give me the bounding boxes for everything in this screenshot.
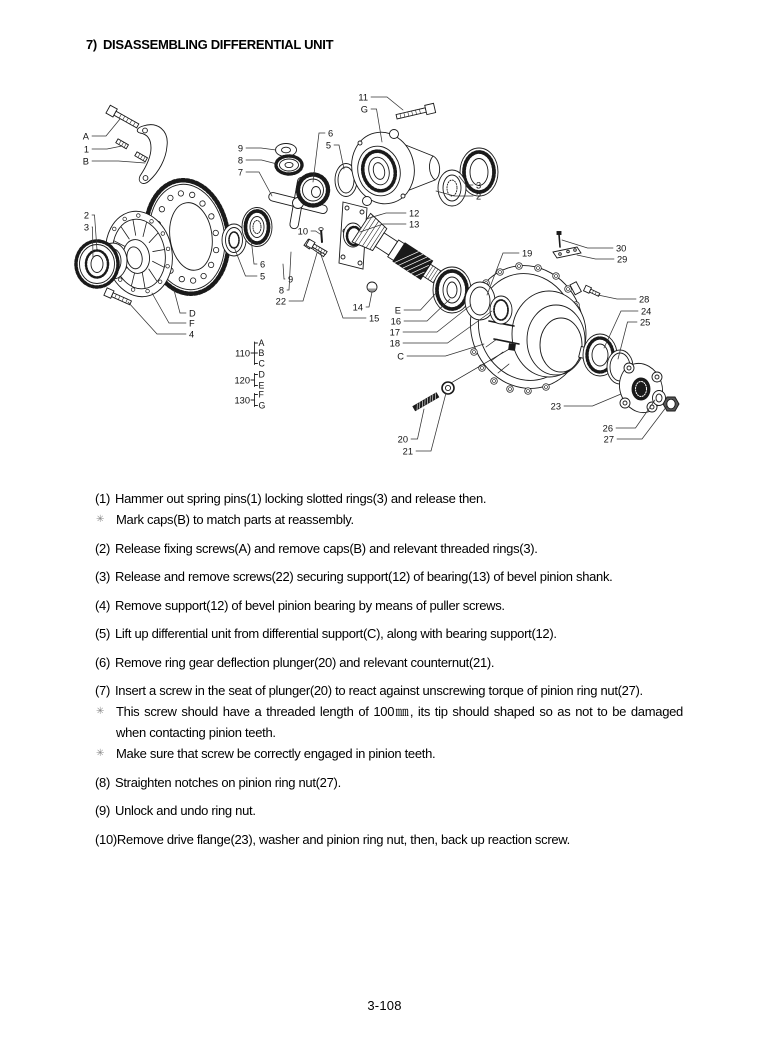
step-text: Remove drive flange(23), washer and pinion ring nut, then, back up reaction screw.: [116, 831, 570, 847]
callout-label-A: A: [82, 131, 89, 142]
step-text: Insert a screw in the seat of plunger(20) to react against unscrewing torque of pinion ring nut(27).: [115, 683, 643, 698]
instruction-item: [95, 680, 683, 764]
callout-leader-22: [289, 253, 317, 301]
callout-label-11: 11: [358, 92, 368, 103]
instruction-list: [95, 488, 683, 857]
note-asterisk-icon: ✳: [96, 748, 105, 759]
step-marker: (10): [95, 831, 117, 847]
callout-leader-30: [562, 240, 613, 248]
note-text: This screw should have a threaded length of 100㎜, its tip should shaped so as not to be damaged when contacting pinion teeth.: [116, 704, 683, 740]
callout-label-4: 4: [189, 329, 195, 340]
note-asterisk-icon: ✳: [96, 514, 105, 525]
callout-label-9: 9: [288, 274, 294, 285]
page-title: [86, 37, 333, 52]
callout-label-B: B: [82, 156, 89, 167]
section-number: 7): [86, 37, 97, 52]
instruction-item: [95, 772, 683, 793]
callout-label-3: 3: [83, 222, 89, 233]
callout-leader-29: [577, 255, 614, 259]
callout-label-27: 27: [603, 434, 614, 445]
legend-letter-B: B: [258, 348, 265, 359]
ring-nut-27: [663, 397, 679, 411]
step-marker: (9): [95, 803, 110, 818]
instruction-item: [95, 566, 683, 587]
instruction-item: [95, 652, 683, 673]
note-asterisk-icon: ✳: [96, 706, 105, 717]
callout-label-16: 16: [390, 316, 401, 327]
callout-label-13: 13: [409, 219, 420, 230]
callout-label-18: 18: [389, 338, 400, 349]
plunger-screw-20: [413, 393, 439, 411]
legend-letter-F: F: [258, 389, 264, 400]
callout-label-21: 21: [402, 446, 413, 457]
callout-label-25: 25: [640, 317, 651, 328]
callout-label-19: 19: [522, 248, 533, 259]
bearing-6: [242, 208, 272, 247]
callout-label-8: 8: [237, 155, 243, 166]
callout-label-17: 17: [389, 327, 400, 338]
callout-leader-28: [598, 295, 636, 299]
callout-leader-B: [92, 161, 145, 163]
step-text: Hammer out spring pins(1) locking slotted rings(3) and release then.: [115, 491, 487, 506]
callout-label-2: 2: [83, 210, 89, 221]
note-text: Make sure that screw be correctly engaged in pinion teeth.: [116, 746, 436, 761]
callout-label-G: G: [360, 104, 368, 115]
callout-label-2: 2: [476, 191, 482, 202]
instruction-item: [95, 800, 683, 821]
callout-leader-20: [411, 409, 424, 439]
bearing-cone-2: [438, 170, 466, 206]
callout-label-9: 9: [237, 143, 243, 154]
legend-number: 130: [234, 395, 250, 406]
exploded-diagram: [72, 82, 697, 472]
step-text: Unlock and undo ring nut.: [115, 803, 256, 818]
callout-label-3: 3: [476, 180, 482, 191]
callout-label-5: 5: [260, 271, 266, 282]
spring-pin: [135, 152, 148, 162]
instruction-item: [95, 488, 683, 530]
callout-label-28: 28: [639, 294, 650, 305]
diff-support-g: [344, 126, 439, 211]
legend-letter-G: G: [258, 400, 266, 411]
legend-letter-D: D: [258, 369, 265, 380]
note-text: Mark caps(B) to match parts at reassembly.: [116, 512, 354, 527]
legend-number: 120: [234, 375, 250, 386]
callout-label-12: 12: [409, 208, 420, 219]
spacer-ring-18: [490, 296, 512, 324]
callout-label-10: 10: [297, 226, 308, 237]
side-gear-8: [276, 156, 302, 174]
step-text: Release and remove screws(22) securing support(12) of bearing(13) of bevel pinion shank.: [115, 569, 613, 584]
step-marker: (8): [95, 774, 110, 790]
callout-leader-23: [564, 394, 621, 406]
callout-label-7: 7: [237, 167, 243, 178]
callout-leader-10: [311, 231, 320, 234]
fixing-screw-a: [106, 105, 140, 129]
callout-label-C: C: [397, 351, 404, 362]
callout-label-29: 29: [617, 254, 628, 265]
callout-leader-9: [246, 148, 276, 150]
callout-leader-8: [246, 160, 277, 164]
callout-leader-9: [283, 264, 285, 279]
step-marker: (7): [95, 683, 110, 698]
bolt-11: [396, 103, 436, 121]
step-text: Lift up differential unit from differential support(C), along with bearing support(12).: [115, 626, 557, 641]
callout-leader-7: [246, 172, 272, 196]
instruction-item: [95, 829, 683, 850]
pin-10: [319, 228, 323, 242]
callout-label-6: 6: [260, 259, 266, 270]
callout-label-30: 30: [616, 243, 627, 254]
callout-label-6: 6: [328, 128, 334, 139]
callout-leader-4: [128, 302, 186, 334]
step-marker: (3): [95, 569, 110, 584]
callout-label-D: D: [189, 308, 196, 319]
stud-28: [584, 285, 601, 297]
callout-label-20: 20: [397, 434, 408, 445]
legend-letter-C: C: [258, 358, 265, 369]
legend-letter-A: A: [258, 338, 265, 349]
pin-30: [557, 232, 561, 248]
instruction-item: [95, 623, 683, 644]
step-marker: (4): [95, 597, 110, 613]
callout-label-E: E: [394, 305, 401, 316]
callout-label-22: 22: [275, 296, 286, 307]
callout-label-15: 15: [369, 313, 380, 324]
instruction-item: [95, 595, 683, 616]
callout-leader-F: [152, 293, 186, 323]
lock-plate-29: [553, 247, 581, 258]
callout-label-23: 23: [550, 401, 561, 412]
legend-letter-E: E: [258, 380, 265, 391]
callout-leader-1: [92, 146, 122, 149]
plug-14: [367, 282, 377, 292]
diff-housing: [455, 251, 600, 404]
step-marker: (2): [95, 540, 110, 556]
step-text: Remove ring gear deflection plunger(20) and relevant counternut(21).: [115, 654, 495, 670]
step-marker: (1): [95, 491, 110, 506]
callout-leader-E: [404, 292, 437, 310]
step-marker: (6): [95, 654, 110, 670]
callout-label-26: 26: [602, 423, 613, 434]
callout-label-5: 5: [325, 140, 331, 151]
callout-label-14: 14: [352, 302, 363, 313]
step-text: Straighten notches on pinion ring nut(27).: [115, 774, 341, 790]
callout-label-1: 1: [83, 144, 89, 155]
legend-number: 110: [235, 348, 250, 359]
step-text: Release fixing screws(A) and remove caps(B) and relevant threaded rings(3).: [115, 540, 538, 556]
callout-label-F: F: [189, 318, 195, 329]
step-marker: (5): [95, 626, 110, 641]
callout-leader-A: [92, 119, 120, 136]
callout-label-24: 24: [641, 306, 652, 317]
callout-leader-11: [371, 97, 403, 110]
instruction-item: [95, 538, 683, 559]
callout-label-8: 8: [278, 285, 284, 296]
spring-pin: [116, 139, 129, 149]
step-text: Remove support(12) of bevel pinion bearing by means of puller screws.: [115, 597, 505, 613]
page-number: 3-108: [367, 998, 402, 1013]
callout-leader-14: [366, 292, 372, 307]
section-heading: DISASSEMBLING DIFFERENTIAL UNIT: [102, 37, 334, 52]
